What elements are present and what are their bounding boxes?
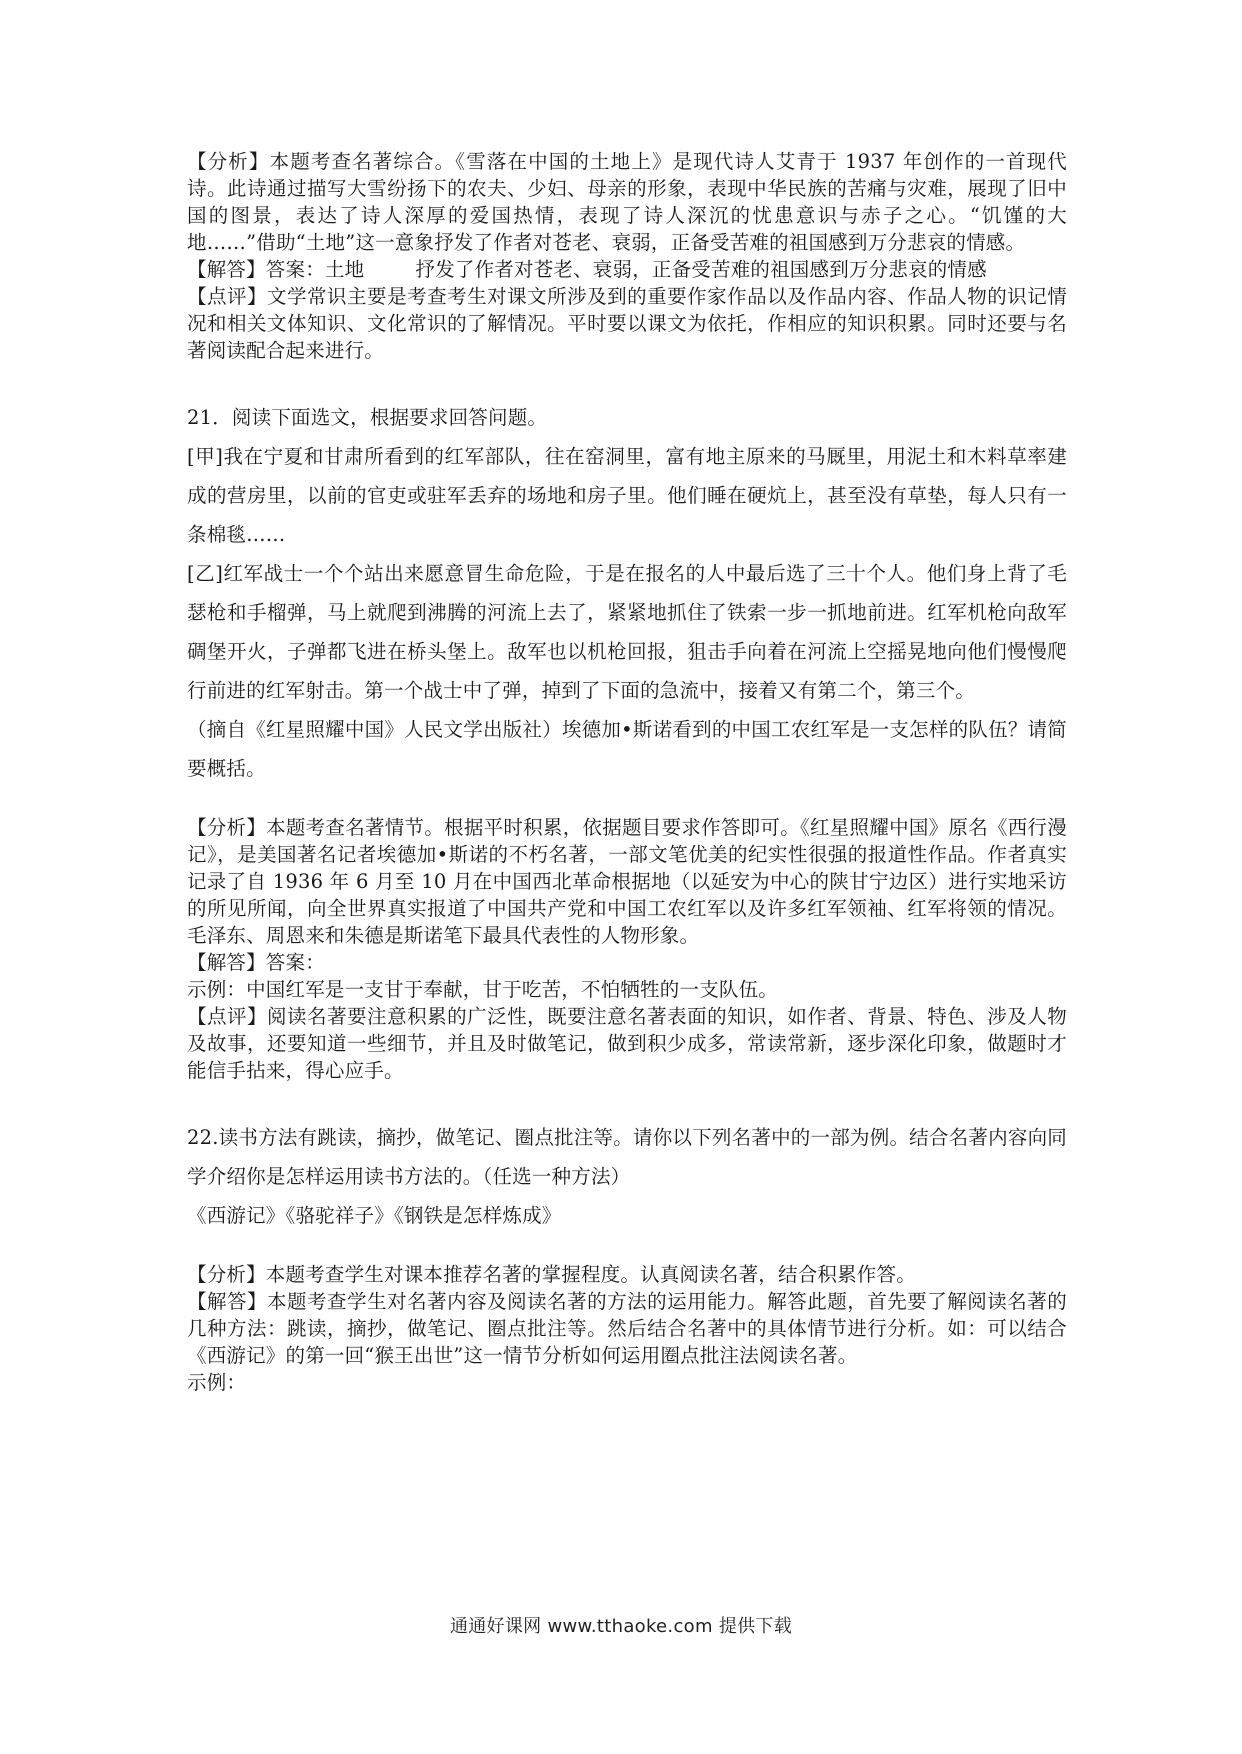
- section-gap: [187, 1235, 1067, 1261]
- q22-example-label: 示例：: [187, 1371, 247, 1394]
- q22-stem: 22.读书方法有跳读，摘抄，做笔记、圈点批注等。请你以下列名著中的一部为例。结合名著内容向同学介绍你是怎样运用读书方法的。（任选一种方法）: [187, 1126, 1067, 1188]
- q21-comment: 【点评】阅读名著要注意积累的广泛性，既要注意名著表面的知识，如作者、背景、特色、涉及人物及故事，还要知道一些细节，并且及时做笔记，做到积少成多，常读常新，逐步深化印象，做题时才能信手拈来，得心应手。: [187, 1005, 1067, 1082]
- section-gap: [187, 1084, 1067, 1118]
- q21-stem: 21．阅读下面选文，根据要求回答问题。: [187, 406, 548, 429]
- section-gap: [187, 364, 1067, 398]
- q21-analysis: 【分析】本题考查名著情节。根据平时积累，依据题目要求作答即可。《红星照耀中国》原名《西行漫记》，是美国著名记者埃德加•斯诺的不朽名著，一部文笔优美的纪实性很强的报道性作品。作者真实记录了自 1936 年 6 月至 10 月在中国西北革命根据地（以延安为中心的陕甘宁边区）进行实地采访的所见所闻，向全世界真实报道了中国共产党和中国工农红军以及许多红军领袖、红军将领的情况。毛泽东、周恩来和朱德是斯诺笔下最具代表性的人物形象。: [187, 816, 1067, 947]
- q21-example: 示例：中国红军是一支甘于奉献，甘于吃苦，不怕牺牲的一支队伍。: [187, 978, 779, 1001]
- q22-books: 《西游记》《骆驼祥子》《钢铁是怎样炼成》: [187, 1204, 562, 1227]
- q20-analysis: 【分析】本题考查名著综合。《雪落在中国的土地上》是现代诗人艾青于 1937 年创作的一首现代诗。此诗通过描写大雪纷扬下的农夫、少妇、母亲的形象，表现中华民族的苦痛与灾难，展现了旧中国的图景，表达了诗人深厚的爱国热情，表现了诗人深沉的忧患意识与赤子之心。“饥馑的大地……”借助“土地”这一意象抒发了作者对苍老、衰弱，正备受苦难的祖国感到万分悲哀的情感。: [187, 150, 1067, 254]
- q22-analysis: 【分析】本题考查学生对课本推荐名著的掌握程度。认真阅读名著，结合积累作答。: [187, 1263, 916, 1286]
- document-page: [187, 148, 1067, 1396]
- q22-answer: 【解答】本题考查学生对名著内容及阅读名著的方法的运用能力。解答此题，首先要了解阅读名著的几种方法：跳读，摘抄，做笔记、圈点批注等。然后结合名著中的具体情节进行分析。如：可以结合《西游记》的第一回“猴王出世”这一情节分析如何运用圈点批注法阅读名著。: [187, 1290, 1067, 1367]
- q20-answer: 【解答】答案：土地 抒发了作者对苍老、衰弱，正备受苦难的祖国感到万分悲哀的情感: [187, 258, 987, 281]
- q21-answer-label: 【解答】答案：: [187, 951, 325, 974]
- q21-passage-b: [乙]红军战士一个个站出来愿意冒生命危险，于是在报名的人中最后选了三十个人。他们身上背了毛瑟枪和手榴弹，马上就爬到沸腾的河流上去了，紧紧地抓住了铁索一步一抓地前进。红军机枪向敌军碉堡开火，子弹都飞进在桥头堡上。敌军也以机枪回报，狙击手向着在河流上空摇晃地向他们慢慢爬行前进的红军射击。第一个战士中了弹，掉到了下面的急流中，接着又有第二个，第三个。: [187, 562, 1067, 702]
- page-footer: 通通好课网 www.tthaoke.com 提供下载: [449, 1616, 793, 1637]
- q20-comment: 【点评】文学常识主要是考查考生对课文所涉及到的重要作家作品以及作品内容、作品人物的识记情况和相关文体知识、文化常识的了解情况。平时要以课文为依托，作相应的知识积累。同时还要与名著阅读配合起来进行。: [187, 285, 1067, 362]
- q21-passage-a: [甲]我在宁夏和甘肃所看到的红军部队，往在窑洞里，富有地主原来的马厩里，用泥土和木料草率建成的营房里，以前的官吏或驻军丢弃的场地和房子里。他们睡在硬炕上，甚至没有草垫，每人只有一条棉毯……: [187, 445, 1067, 546]
- q21-question: （摘自《红星照耀中国》人民文学出版社）埃德加•斯诺看到的中国工农红军是一支怎样的队伍？请简要概括。: [187, 718, 1067, 780]
- section-gap: [187, 788, 1067, 814]
